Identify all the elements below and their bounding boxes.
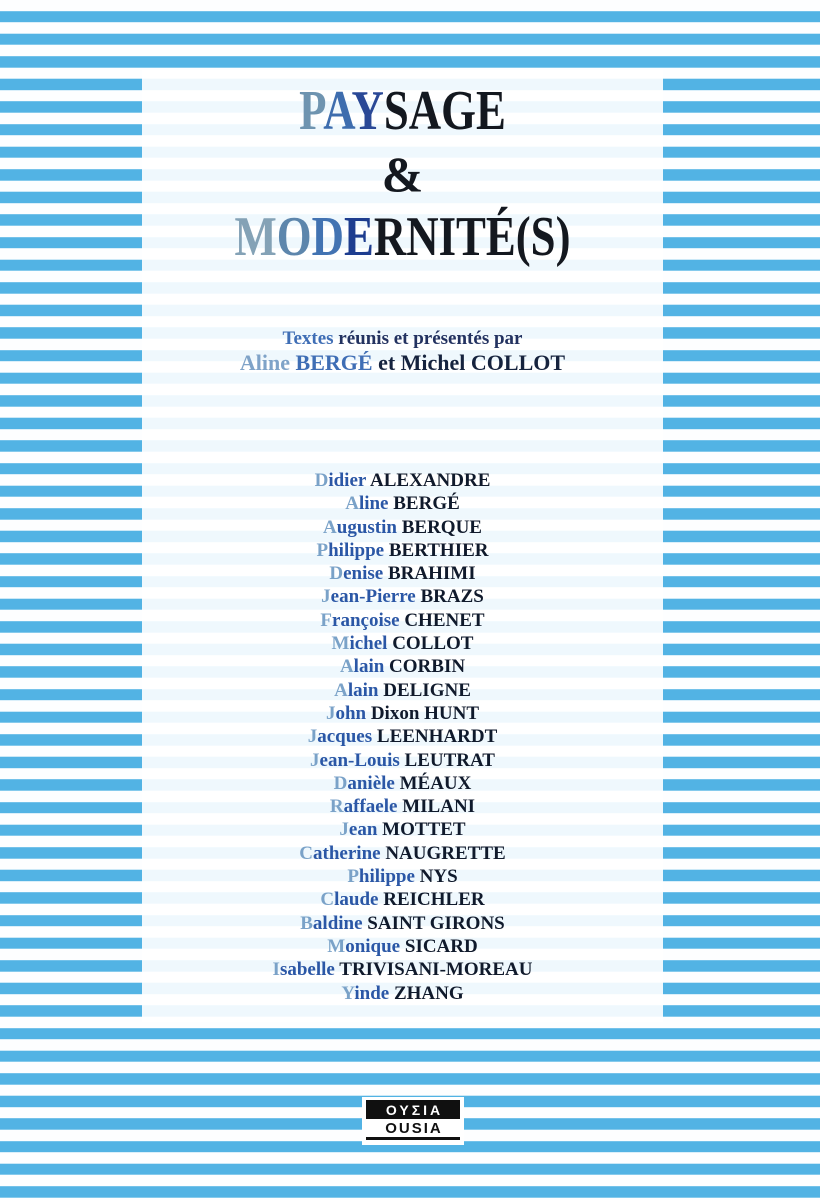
- given-name: Philippe: [347, 866, 415, 888]
- given-name: Monique: [327, 935, 401, 957]
- given-name: Jean-Louis: [310, 749, 400, 771]
- author-item: [142, 655, 663, 678]
- family-name: DELIGNE: [383, 679, 471, 701]
- title-line-modernites: [194, 206, 611, 268]
- title-segment: Y: [351, 80, 384, 142]
- editor-family-name: BERGÉ: [290, 350, 373, 375]
- byline-intro-rest: réunis et présentés par: [333, 328, 523, 349]
- author-item: [142, 539, 663, 562]
- given-name: Isabelle: [272, 959, 335, 981]
- family-name: CORBIN: [389, 656, 466, 678]
- given-name: Alain: [339, 656, 385, 678]
- byline-intro-highlight: Textes: [282, 328, 334, 349]
- given-name: Jean-Pierre: [321, 586, 416, 608]
- editor-given-name: Aline: [239, 350, 291, 375]
- author-item: [142, 982, 663, 1005]
- author-item: [142, 516, 663, 539]
- given-name: Augustin: [323, 516, 397, 538]
- author-item: [142, 888, 663, 911]
- family-name: LEUTRAT: [404, 749, 495, 771]
- family-name: TRIVISANI-MOREAU: [339, 959, 533, 981]
- byline: [142, 327, 663, 376]
- author-item: [142, 865, 663, 888]
- given-name: Michel: [331, 633, 388, 655]
- publisher-logo-greek-text: ΟΥΣΙΑ: [366, 1100, 460, 1119]
- contributors-list: [142, 469, 663, 1005]
- given-name: Jacques: [307, 726, 373, 748]
- family-name: MÉAUX: [399, 772, 472, 794]
- author-item: [142, 585, 663, 608]
- given-name: Aline: [345, 493, 389, 515]
- given-name: John: [325, 702, 367, 724]
- author-item: [142, 912, 663, 935]
- family-name: REICHLER: [383, 889, 485, 911]
- given-name: Denise: [329, 563, 384, 585]
- author-item: [142, 795, 663, 818]
- title-segment: D: [311, 206, 344, 268]
- given-name: Catherine: [299, 842, 381, 864]
- family-name: CHENET: [404, 609, 485, 631]
- given-name: Françoise: [320, 609, 400, 631]
- title-segment: P: [299, 80, 324, 142]
- byline-intro: [142, 327, 663, 350]
- family-name: NAUGRETTE: [385, 842, 506, 864]
- author-item: [142, 749, 663, 772]
- family-name: BRAHIMI: [387, 563, 476, 585]
- author-item: [142, 469, 663, 492]
- given-name: Raffaele: [329, 796, 398, 818]
- title-block: [142, 80, 663, 268]
- author-item: [142, 562, 663, 585]
- given-name: Alain: [334, 679, 379, 701]
- author-item: [142, 935, 663, 958]
- author-item: [142, 492, 663, 515]
- title-segment: SAGE: [383, 80, 506, 142]
- author-item: [142, 818, 663, 841]
- given-name: Didier: [314, 470, 367, 491]
- author-item: [142, 679, 663, 702]
- author-item: [142, 958, 663, 981]
- family-name: NYS: [419, 866, 458, 888]
- given-name: Philippe: [316, 539, 385, 561]
- family-name: BERQUE: [401, 516, 482, 538]
- family-name: LEENHARDT: [376, 726, 498, 748]
- author-item: [142, 772, 663, 795]
- family-name: COLLOT: [392, 633, 474, 655]
- title-segment: O: [276, 206, 312, 268]
- author-item: [142, 702, 663, 725]
- byline-editors: [142, 350, 663, 376]
- editors-rest: et Michel COLLOT: [372, 350, 566, 375]
- family-name: BRAZS: [420, 586, 484, 608]
- title-ampersand: &: [381, 146, 424, 202]
- publisher-logo-latin-text: OUSIA: [385, 1119, 443, 1137]
- family-name: Dixon HUNT: [370, 702, 480, 724]
- title-segment: A: [323, 80, 352, 142]
- title-segment: RNITÉ(S): [373, 206, 571, 268]
- title-segment: E: [343, 206, 374, 268]
- family-name: ZHANG: [393, 982, 464, 1004]
- publisher-logo: [362, 1097, 464, 1145]
- family-name: MOTTET: [382, 819, 466, 841]
- given-name: Claude: [320, 889, 379, 911]
- given-name: Jean: [339, 819, 378, 841]
- title-segment: M: [234, 206, 277, 268]
- author-item: [142, 609, 663, 632]
- family-name: SAINT GIRONS: [367, 912, 505, 934]
- family-name: SICARD: [404, 935, 478, 957]
- given-name: Danièle: [333, 772, 395, 794]
- publisher-logo-underline: [366, 1137, 460, 1140]
- family-name: ALEXANDRE: [370, 470, 491, 491]
- author-item: [142, 842, 663, 865]
- given-name: Baldine: [300, 912, 363, 934]
- author-item: [142, 632, 663, 655]
- author-item: [142, 725, 663, 748]
- family-name: BERTHIER: [388, 539, 489, 561]
- given-name: Yinde: [341, 982, 390, 1004]
- family-name: BERGÉ: [393, 493, 460, 515]
- title-line-paysage: [194, 80, 611, 142]
- family-name: MILANI: [402, 796, 476, 818]
